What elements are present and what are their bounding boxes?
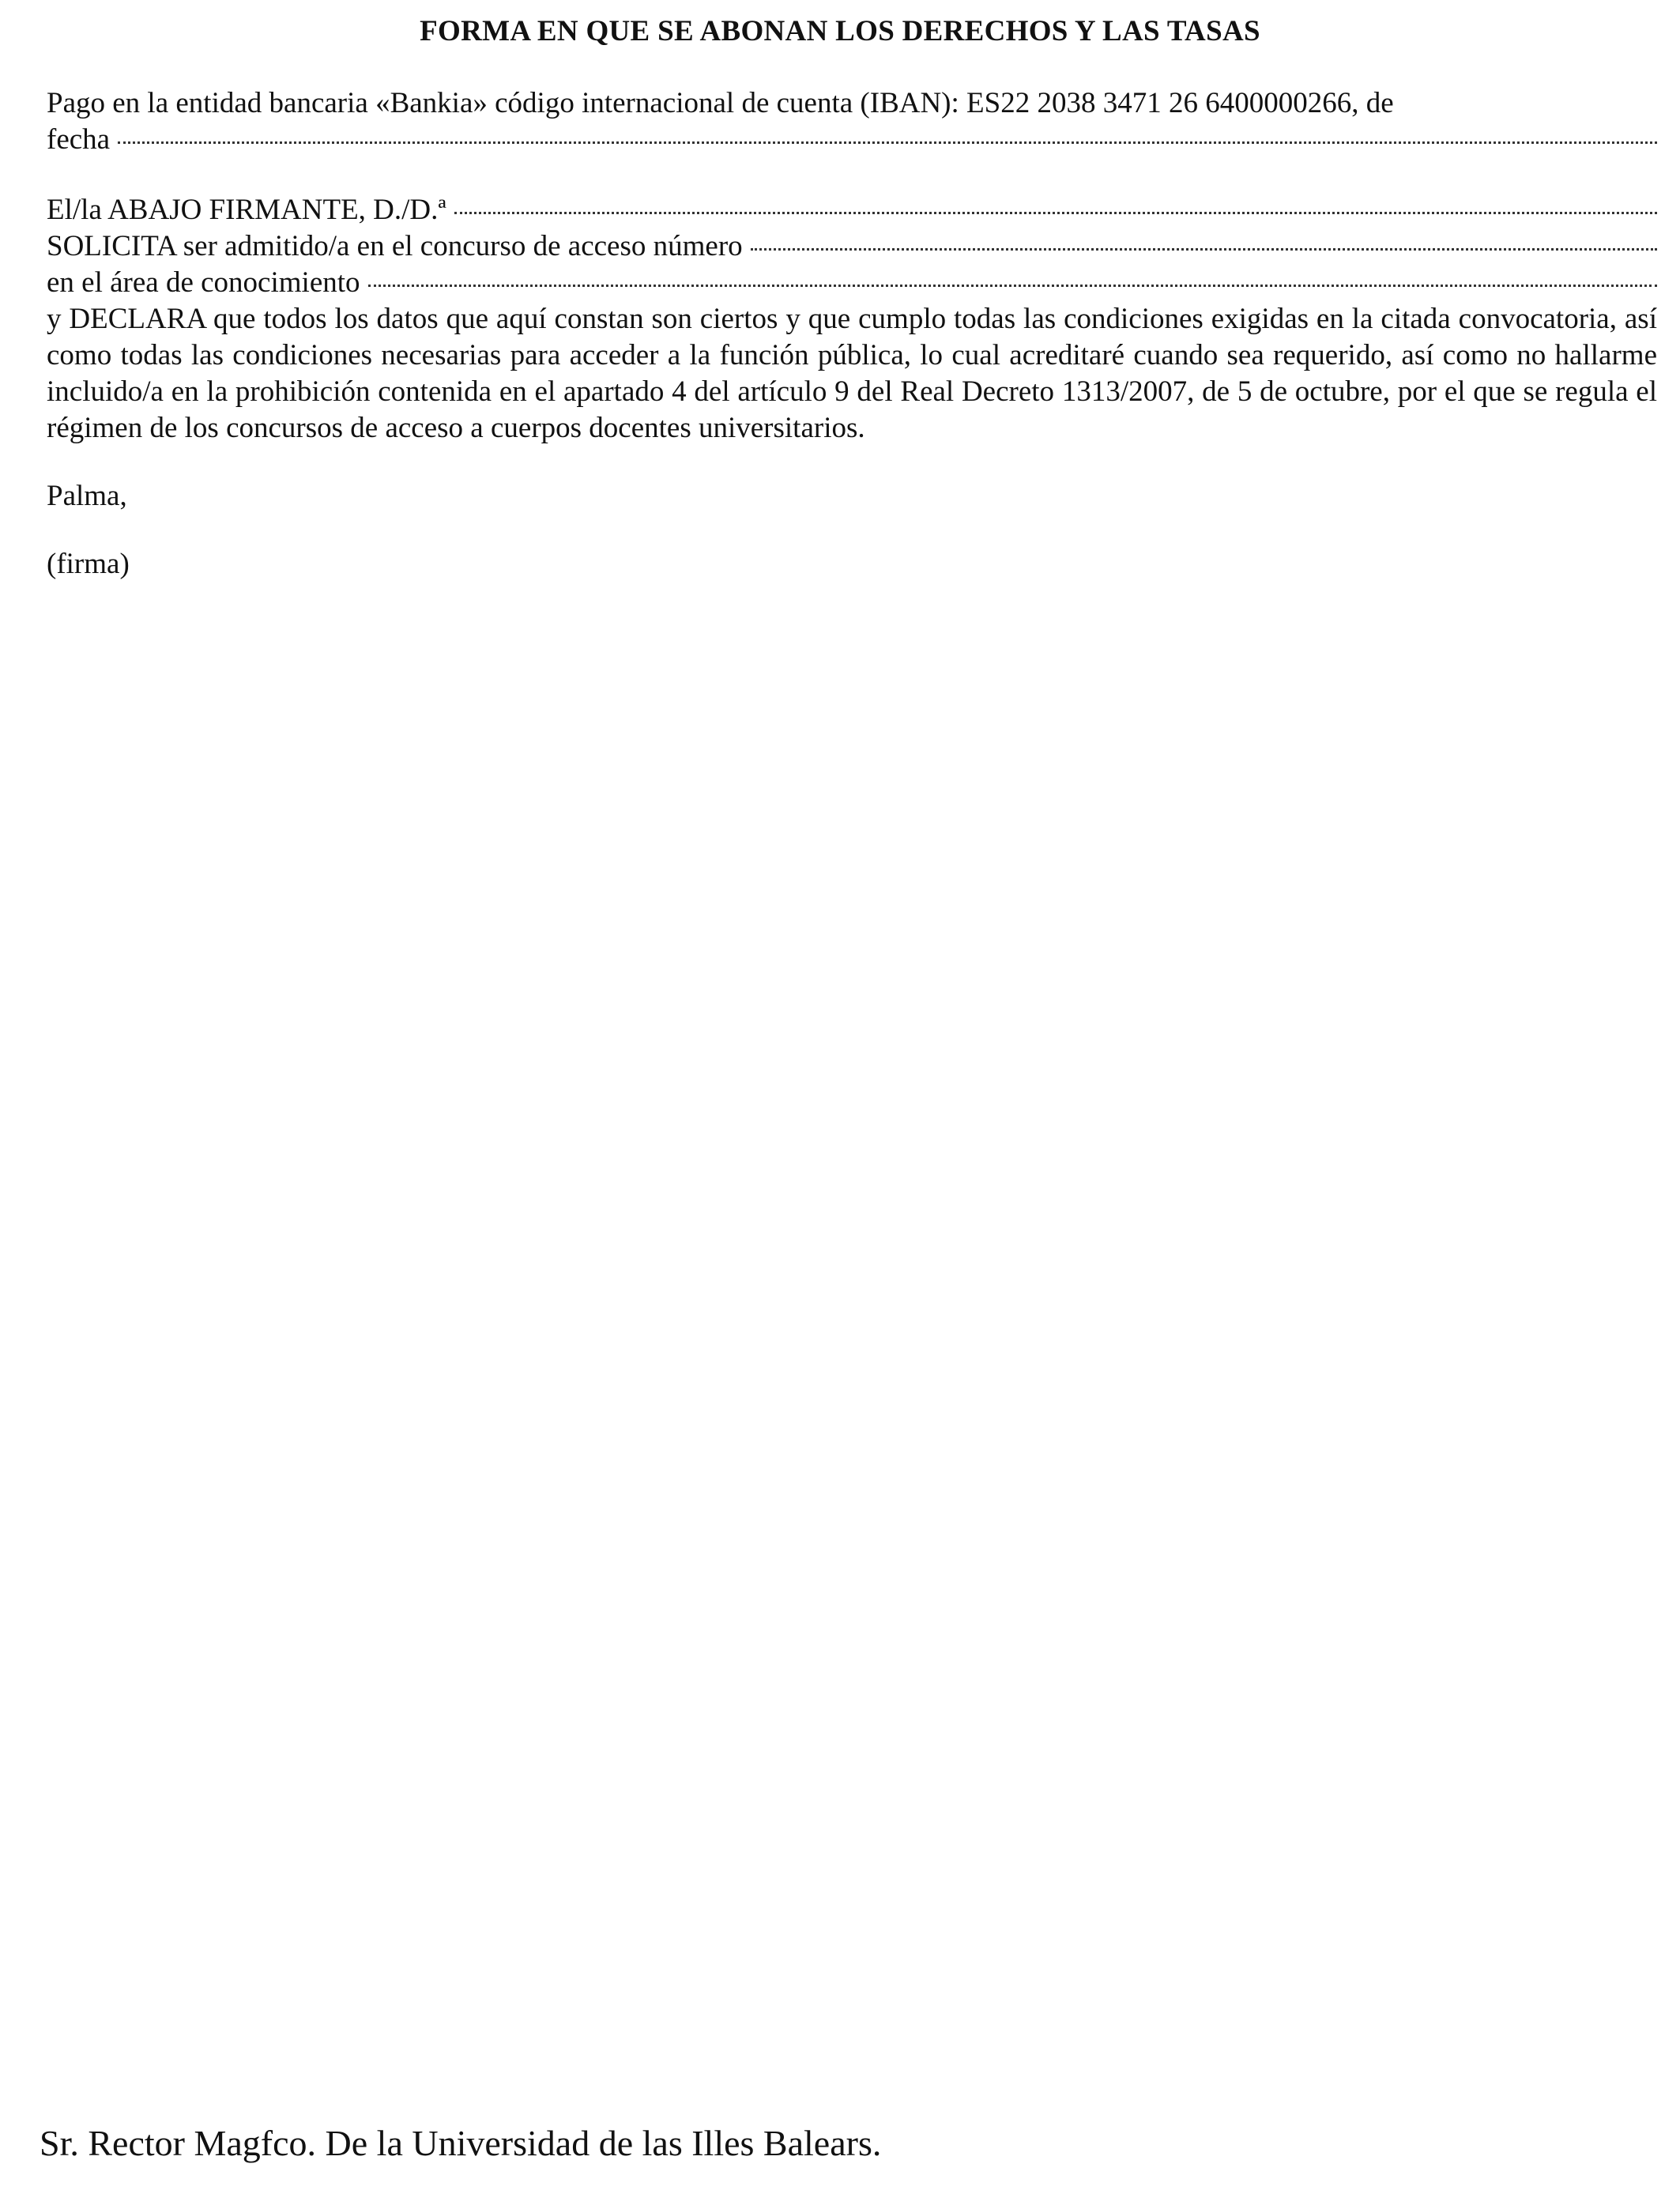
area-line xyxy=(47,265,1657,301)
signature-text: (firma) xyxy=(47,548,130,580)
contest-number-field[interactable] xyxy=(751,248,1657,251)
spacer xyxy=(47,515,1657,546)
declaration-text: y DECLARA que todos los datos que aquí constan son ciertos y que cumplo todas las condiciones exigidas en la citada convocatoria, así como todas las condiciones necesarias para acceder a la función pública, lo cual acreditaré cuando sea requerido, así como no hallarme incluido/a en la prohibición contenida en el apartado 4 del artículo 9 del Real Decreto 1313/2007, de 5 de octubre, por el que se regula el régimen de los concursos de acceso a cuerpos docentes universitarios. xyxy=(47,303,1657,444)
place-text: Palma, xyxy=(47,480,127,512)
recipient-footer: Sr. Rector Magfco. De la Universidad de las Illes Balears. xyxy=(40,2123,882,2163)
spacer xyxy=(47,158,1657,192)
applicant-line xyxy=(47,192,1657,228)
applicant-name-field[interactable] xyxy=(454,212,1657,214)
payment-date-field[interactable] xyxy=(118,141,1657,144)
request-label: SOLICITA ser admitido/a en el concurso de acceso número xyxy=(47,230,743,262)
payment-text: Pago en la entidad bancaria «Bankia» código internacional de cuenta (IBAN): ES22 2038 3471 26 6400000266, de xyxy=(47,87,1394,119)
payment-date-label: fecha xyxy=(47,123,111,156)
area-label: en el área de conocimiento xyxy=(47,266,360,299)
payment-date-line xyxy=(47,122,1657,158)
form-body xyxy=(47,85,1657,582)
document-title: FORMA EN QUE SE ABONAN LOS DERECHOS Y LAS TASAS xyxy=(420,15,1260,47)
applicant-label: El/la ABAJO FIRMANTE, D./D.ª xyxy=(47,194,446,226)
knowledge-area-field[interactable] xyxy=(368,285,1657,287)
request-line xyxy=(47,228,1657,265)
spacer xyxy=(47,447,1657,478)
